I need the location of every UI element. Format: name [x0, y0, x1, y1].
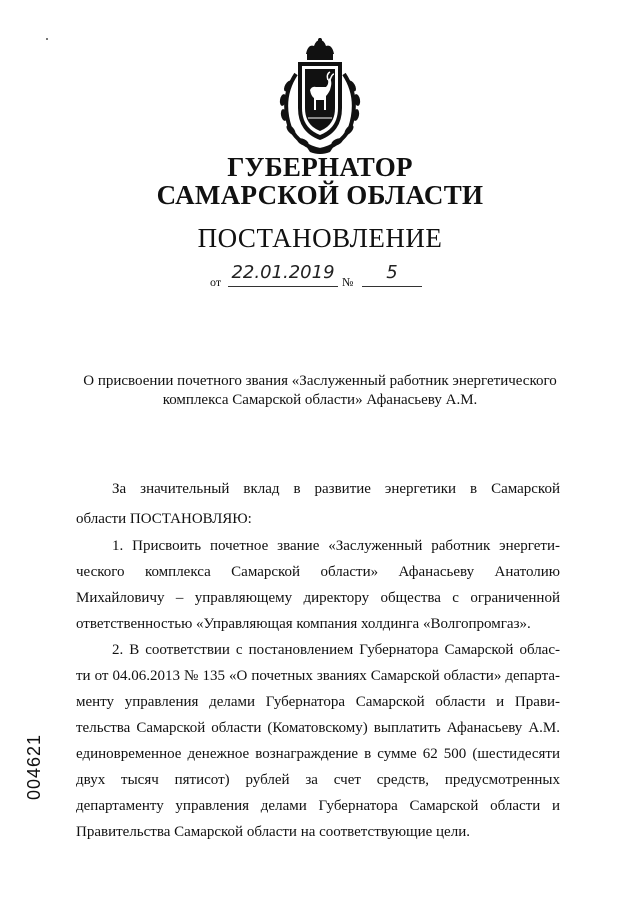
document-subject	[60, 372, 580, 410]
body-line: ческого комплекса Самарской области» Афанасьеву Анатолию	[76, 564, 560, 580]
scan-speck	[46, 38, 48, 40]
body-line: 1. Присвоить почетное звание «Заслуженный работник энергети-	[112, 538, 560, 554]
subject-line: комплекса Самарской области» Афанасьеву А.М.	[162, 392, 478, 408]
handwritten-number: 5	[362, 262, 422, 287]
registration-line	[210, 262, 470, 290]
subject-line: О присвоении почетного звания «Заслуженный работник энергетического	[83, 373, 557, 389]
body-line: Михайловичу – управляющему директору общества с ограниченной	[76, 590, 560, 606]
body-line: менту управления делами Губернатора Самарской области и Прави-	[76, 694, 560, 710]
number-prefix: №	[342, 275, 354, 289]
date-prefix: от	[210, 275, 222, 289]
document-type: ПОСТАНОВЛЕНИЕ	[197, 223, 443, 253]
org-title-line2: САМАРСКОЙ ОБЛАСТИ	[156, 180, 484, 210]
body-line: департаменту управления делами Губернатора Самарской области и	[76, 798, 560, 814]
samara-coat-of-arms-icon	[268, 38, 372, 156]
body-line: За значительный вклад в развитие энергетики в Самарской	[112, 481, 560, 497]
body-line: двух тысяч пятисот) рублей за счет средств, предусмотренных	[76, 772, 560, 788]
body-line: Правительства Самарской области на соответствующие цели.	[76, 824, 470, 840]
body-line: тельства Самарской области (Коматовскому) выплатить Афанасьеву А.М.	[76, 720, 560, 736]
body-line: ти от 04.06.2013 № 135 «О почетных званиях Самарской области» департа-	[76, 668, 560, 684]
body-line: единовременное денежное вознаграждение в сумме 62 500 (шестидесяти	[76, 746, 560, 762]
margin-serial-stamp: 004621	[24, 733, 44, 800]
body-line: ответственностью «Управляющая компания холдинга «Волгопромгаз».	[76, 616, 531, 632]
handwritten-date: 22.01.2019	[228, 262, 338, 287]
body-line: области ПОСТАНОВЛЯЮ:	[76, 511, 252, 527]
body-line: 2. В соответствии с постановлением Губернатора Самарской облас-	[112, 642, 560, 658]
org-title-line1: ГУБЕРНАТОР	[227, 152, 413, 182]
